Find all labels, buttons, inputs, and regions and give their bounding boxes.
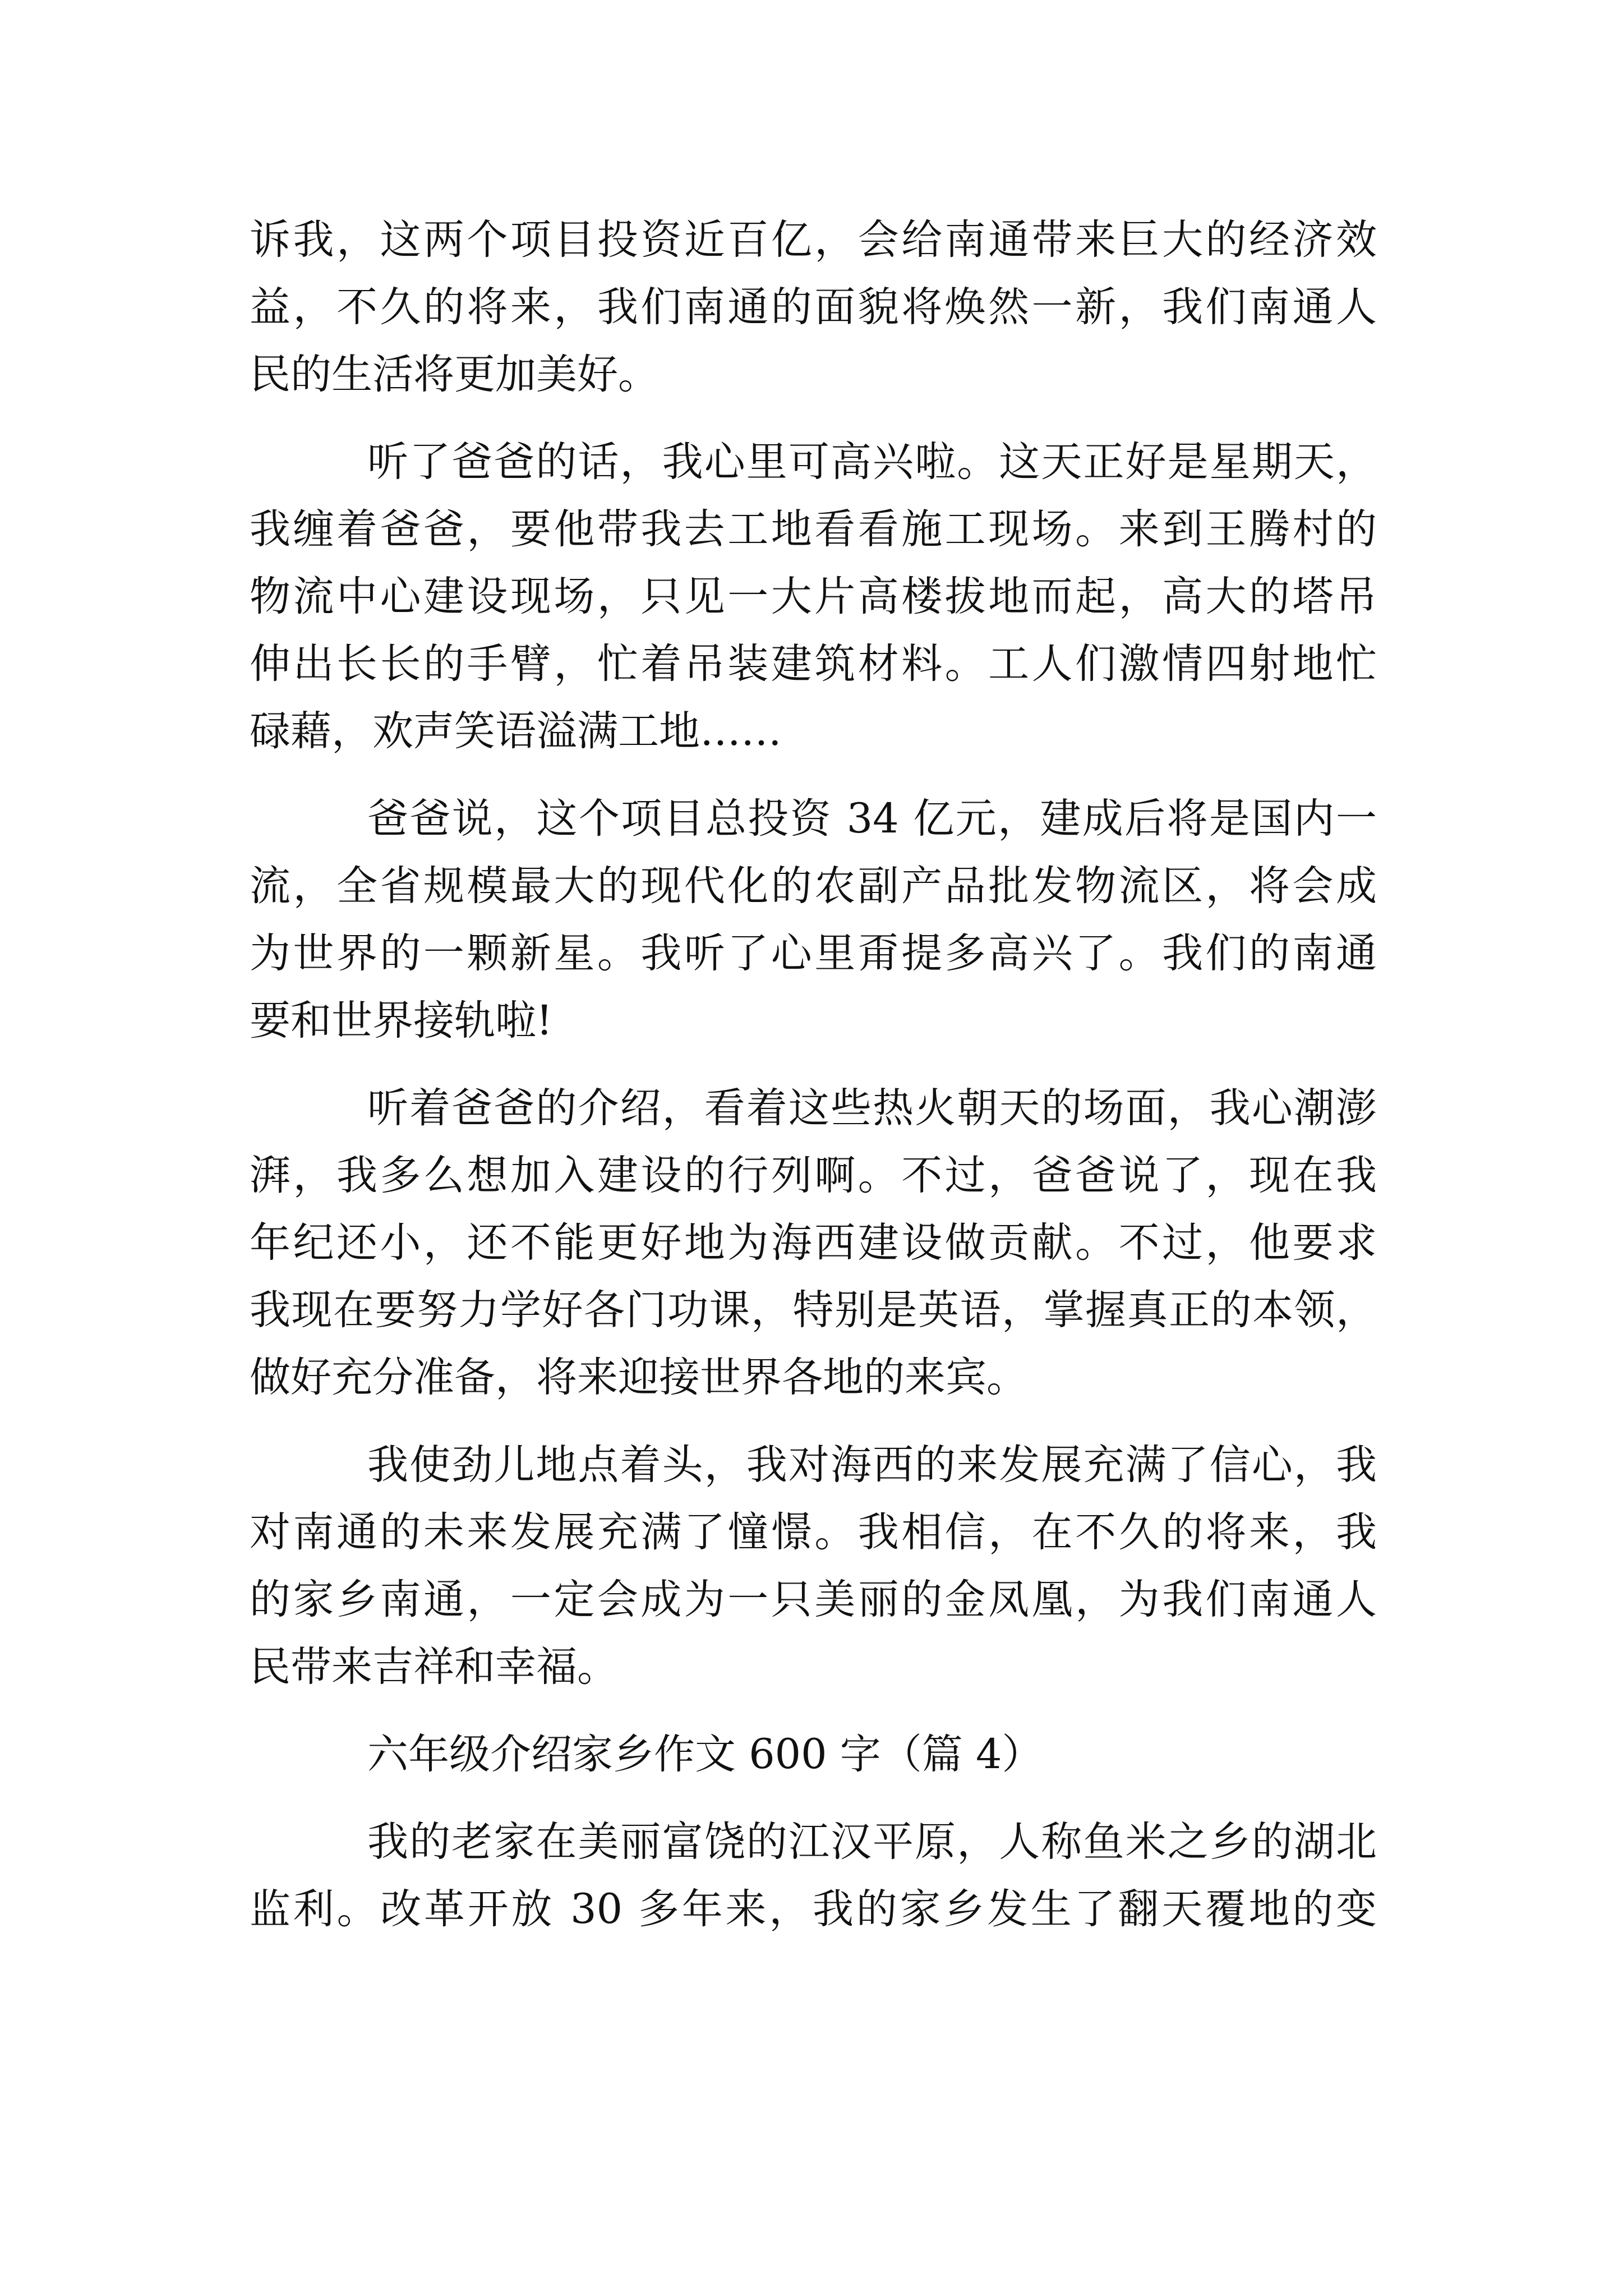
section-title: 六年级介绍家乡作文 600 字（篇 4） [367, 1731, 1043, 1778]
text-line: 爸爸说，这个项目总投资 34 亿元，建成后将是国内一 [367, 795, 1377, 843]
text-line: 为世界的一颗新星。我听了心里甭提多高兴了。我们的南通 [250, 930, 1377, 977]
text-line: 我的老家在美丽富饶的江汉平原，人称鱼米之乡的湖北 [367, 1818, 1377, 1866]
paragraph [250, 1075, 1377, 1411]
paragraph-continuation [250, 206, 1377, 408]
text-line: 听着爸爸的介绍，看着这些热火朝天的场面，我心潮澎 [367, 1084, 1377, 1132]
text-line: 民带来吉祥和幸福。 [250, 1643, 618, 1691]
paragraph [250, 1432, 1377, 1701]
paragraph [250, 429, 1377, 765]
text-line: 的家乡南通，一定会成为一只美丽的金凤凰，为我们南通人 [250, 1576, 1377, 1623]
text-line: 我现在要努力学好各门功课，特别是英语，掌握真正的本领， [250, 1286, 1377, 1334]
text-line: 对南通的未来发展充满了憧憬。我相信，在不久的将来，我 [250, 1508, 1377, 1556]
paragraph [250, 1809, 1377, 1943]
article-body [250, 206, 1377, 1943]
text-line: 民的生活将更加美好。 [250, 351, 659, 398]
text-line: 年纪还小，还不能更好地为海西建设做贡献。不过，他要求 [250, 1219, 1377, 1267]
text-line: 伸出长长的手臂，忙着吊装建筑材料。工人们激情四射地忙 [250, 640, 1377, 688]
text-line: 做好充分准备，将来迎接世界各地的来宾。 [250, 1354, 1027, 1401]
text-line: 要和世界接轨啦! [250, 997, 553, 1045]
text-line: 益，不久的将来，我们南通的面貌将焕然一新，我们南通人 [250, 283, 1377, 331]
text-line: 物流中心建设现场，只见一大片高楼拔地而起，高大的塔吊 [250, 573, 1377, 620]
text-line: 听了爸爸的话，我心里可高兴啦。这天正好是星期天， [367, 438, 1377, 486]
text-line: 湃，我多么想加入建设的行列啊。不过，爸爸说了，现在我 [250, 1152, 1377, 1199]
text-line: 流，全省规模最大的现代化的农副产品批发物流区，将会成 [250, 862, 1377, 910]
text-line: 我缠着爸爸，要他带我去工地看看施工现场。来到王腾村的 [250, 505, 1377, 553]
text-line: 诉我，这两个项目投资近百亿，会给南通带来巨大的经济效 [250, 216, 1377, 264]
text-line: 监利。改革开放 30 多年来，我的家乡发生了翻天覆地的变 [250, 1885, 1377, 1933]
section-heading [250, 1721, 1377, 1788]
text-line: 我使劲儿地点着头，我对海西的来发展充满了信心，我 [367, 1441, 1377, 1489]
paragraph [250, 785, 1377, 1055]
text-line: 碌藉，欢声笑语溢满工地…… [250, 707, 782, 755]
